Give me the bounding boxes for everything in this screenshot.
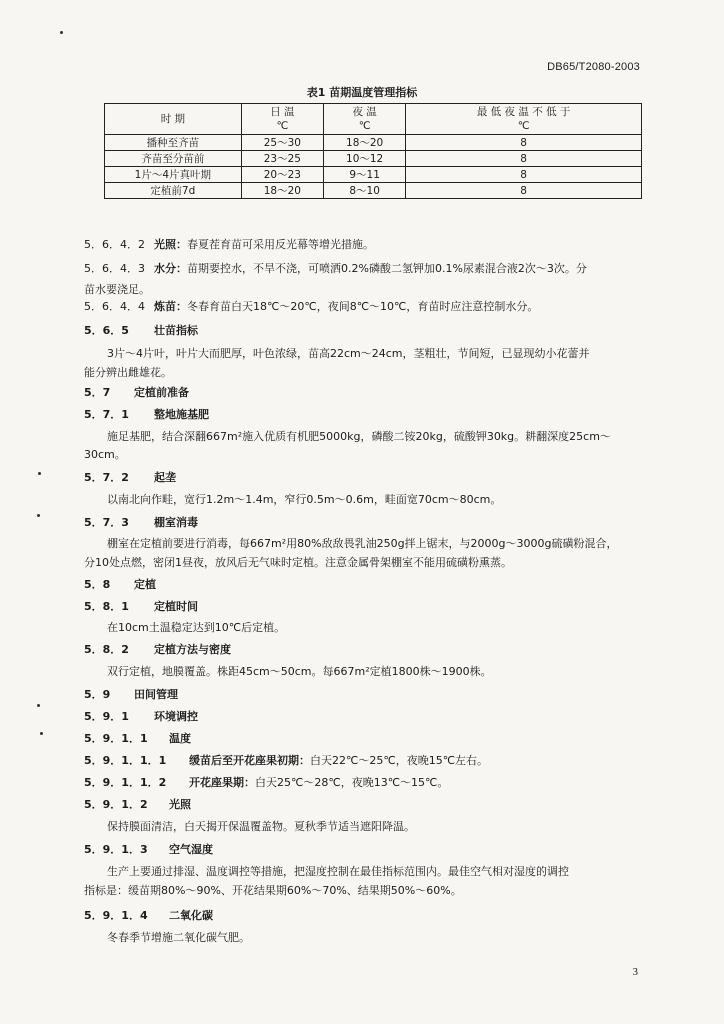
clause-5-6-5-para: 3片～4片叶，叶片大而肥厚，叶色浓绿，苗高22cm～24cm，茎粗壮，节间短，已显现幼小花蕾并: [107, 347, 590, 360]
scan-speck: [60, 31, 63, 34]
clause-5-8-2-para: 双行定植，地膜覆盖。株距45cm～50cm。每667m²定植1800株～1900株。: [107, 665, 492, 678]
table-cell: 23～25: [241, 151, 323, 167]
table-cell: 8～10: [324, 183, 406, 199]
clause-5-8-2: 5．8．2 定植方法与密度: [84, 643, 231, 656]
clause-5-9-1: 5．9．1 环境调控: [84, 710, 198, 723]
clause-5-7-2: 5．7．2 起垄: [84, 471, 176, 484]
table-cell: 8: [406, 135, 642, 151]
clause-5-7-2-para: 以南北向作畦，宽行1.2m～1.4m，窄行0.5m～0.6m，畦面宽70cm～80cm。: [107, 493, 502, 506]
clause-5-6-4-2: 5．6．4．2 光照：春夏茬育苗可采用反光幕等增光措施。: [84, 238, 374, 251]
clause-5-9-1-3-para-cont: 指标是：缓苗期80%～90%、开花结果期60%～70%、结果期50%～60%。: [84, 884, 462, 897]
header-min-night-temp: 最 低 夜 温 不 低 于 ℃: [406, 104, 642, 135]
clause-5-7-3: 5．7．3 棚室消毒: [84, 516, 198, 529]
header-period: 时 期: [105, 104, 242, 135]
clause-5-9-1-4: 5．9．1．4 二氧化碳: [84, 909, 213, 922]
table-cell: 9～11: [324, 167, 406, 183]
table-cell: 25～30: [241, 135, 323, 151]
table-cell: 18～20: [241, 183, 323, 199]
clause-5-7-1-para: 施足基肥，结合深翻667m²施入优质有机肥5000kg，磷酸二铵20kg，硫酸钾30kg。耕翻深度25cm～: [107, 430, 611, 443]
clause-5-9-1-2: 5．9．1．2 光照: [84, 798, 191, 811]
clause-5-9-1-3: 5．9．1．3 空气湿度: [84, 843, 213, 856]
table-cell: 1片～4片真叶期: [105, 167, 242, 183]
table-row: [105, 183, 642, 199]
clause-5-8-1: 5．8．1 定植时间: [84, 600, 198, 613]
table-cell: 齐苗至分苗前: [105, 151, 242, 167]
table-cell: 播种至齐苗: [105, 135, 242, 151]
clause-5-9-1-4-para: 冬春季节增施二氧化碳气肥。: [107, 931, 250, 944]
table-row: [105, 135, 642, 151]
clause-5-6-4-4: 5．6．4．4 炼苗：冬春育苗白天18℃～20℃，夜间8℃～10℃，育苗时应注意控制水分。: [84, 300, 539, 313]
clause-5-7-3-para: 棚室在定植前要进行消毒，每667m²用80%敌敌畏乳油250g拌上锯末，与2000g～3000g硫磺粉混合，: [107, 537, 618, 550]
table-cell: 8: [406, 183, 642, 199]
clause-5-9-1-3-para: 生产上要通过排湿、温度调控等措施，把湿度控制在最佳指标范围内。最佳空气相对湿度的调控: [107, 865, 569, 878]
header-day-temp: 日 温 ℃: [241, 104, 323, 135]
clause-5-9-1-1-1: 5．9．1．1．1 缓苗后至开花座果初期：白天22℃～25℃，夜晚15℃左右。: [84, 754, 489, 767]
scan-speck: [37, 514, 40, 517]
clause-5-7-1-para-cont: 30cm。: [84, 448, 126, 461]
clause-5-9-1-2-para: 保持膜面清洁，白天揭开保温覆盖物。夏秋季节适当遮阳降温。: [107, 820, 415, 833]
clause-5-6-5-para-cont: 能分辨出雌雄花。: [84, 366, 172, 379]
scan-speck: [38, 472, 41, 475]
document-code: DB65/T2080-2003: [547, 61, 640, 73]
table-row: [105, 167, 642, 183]
table-cell: 8: [406, 151, 642, 167]
table-caption: 表1 苗期温度管理指标: [306, 86, 418, 99]
table-cell: 定植前7d: [105, 183, 242, 199]
clause-5-9-1-1-2: 5．9．1．1．2 开花座果期：白天25℃～28℃，夜晚13℃～15℃。: [84, 776, 449, 789]
clause-5-6-4-3: 5．6．4．3 水分：苗期要控水，不旱不浇，可喷洒0.2%磷酸二氢钾加0.1%尿素混合液2次～3次。分: [84, 262, 587, 275]
clause-5-9-1-1: 5．9．1．1 温度: [84, 732, 191, 745]
clause-5-9: 5．9 田间管理: [84, 688, 178, 701]
header-night-temp: 夜 温 ℃: [324, 104, 406, 135]
clause-5-7: 5．7 定植前准备: [84, 386, 189, 399]
page-number: 3: [632, 966, 638, 978]
clause-5-7-3-para-cont: 分10处点燃，密闭1昼夜，放风后无气味时定植。注意金属骨架棚室不能用硫磺粉熏蒸。: [84, 556, 512, 569]
clause-5-6-4-3-cont: 苗水要浇足。: [84, 283, 150, 296]
table-cell: 20～23: [241, 167, 323, 183]
clause-5-7-1: 5．7．1 整地施基肥: [84, 408, 209, 421]
table-header-row: [105, 104, 642, 135]
scan-speck: [37, 704, 40, 707]
table-cell: 8: [406, 167, 642, 183]
seedling-temperature-table: [104, 103, 642, 199]
clause-5-8-1-para: 在10cm土温稳定达到10℃后定植。: [107, 621, 286, 634]
table-cell: 10～12: [324, 151, 406, 167]
table-row: [105, 151, 642, 167]
clause-5-6-5: 5．6．5 壮苗指标: [84, 324, 198, 337]
table-cell: 18～20: [324, 135, 406, 151]
clause-5-8: 5．8 定植: [84, 578, 156, 591]
scan-speck: [40, 732, 43, 735]
